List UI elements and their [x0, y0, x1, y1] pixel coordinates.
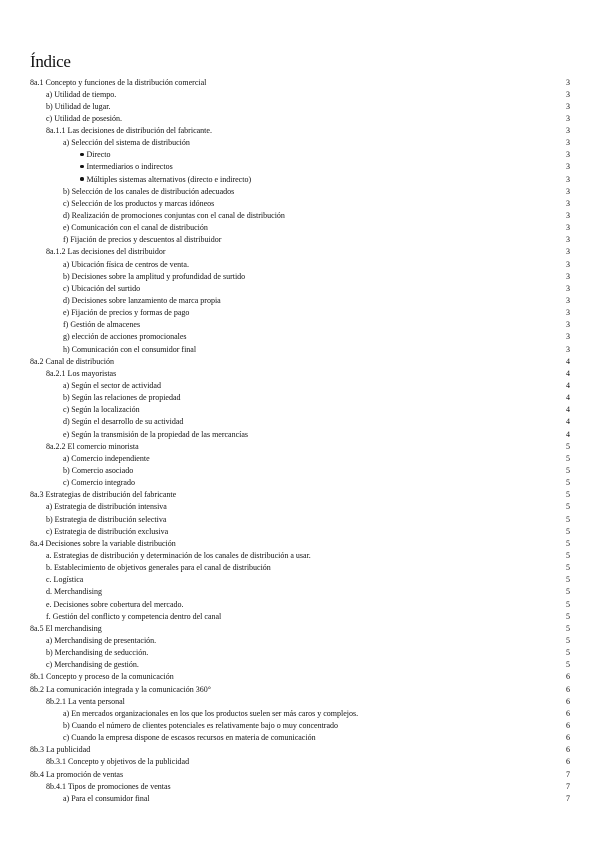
toc-entry-text: a) En mercados organizacionales en los que los productos suelen ser más caros y complejos. — [63, 708, 359, 718]
toc-entry-text: a) Merchandising de presentación. — [46, 635, 157, 645]
toc-entry-page: 5 — [566, 466, 570, 475]
toc-entry-title — [63, 465, 133, 477]
toc-entry-title — [46, 647, 148, 659]
toc-entry-text: c) Estrategia de distribución exclusiva — [46, 526, 169, 536]
toc-entry-page: 7 — [566, 781, 570, 791]
toc-entry-page: 3 — [566, 344, 570, 354]
toc-entry-title — [46, 696, 125, 708]
toc-entry[interactable] — [30, 380, 570, 392]
toc-entry-page: 5 — [566, 478, 570, 488]
toc-entry-text: a) Comercio independiente — [63, 453, 150, 463]
toc-entry-page: 5 — [566, 502, 570, 512]
toc-entry-page: 3 — [566, 77, 570, 87]
toc-entry-page: 6 — [566, 733, 570, 743]
toc-entry[interactable] — [30, 720, 570, 732]
toc-entry-text: e. Decisiones sobre cobertura del mercado. — [46, 599, 184, 609]
toc-entry-text: a) Estrategia de distribución intensiva — [46, 502, 167, 512]
toc-entry[interactable] — [30, 441, 570, 453]
toc-entry-page: 3 — [566, 296, 570, 306]
toc-entry-text: a) Ubicación física de centros de venta. — [63, 259, 189, 269]
toc-entry-page: 3 — [566, 138, 570, 148]
toc-entry-text: f) Fijación de precios y descuentos al distribuidor — [63, 235, 222, 245]
toc-entry-text: 8a.5 El merchandising — [30, 623, 102, 633]
toc-entry-title — [63, 404, 140, 416]
toc-entry-title — [30, 538, 176, 550]
toc-entry-page: 3 — [566, 126, 570, 136]
toc-entry-page: 5 — [566, 648, 570, 658]
toc-entry-text: b) Selección de los canales de distribución adecuados — [63, 186, 235, 196]
toc-entry-title — [30, 671, 174, 683]
toc-entry[interactable] — [30, 647, 570, 659]
toc-entry-title — [63, 708, 358, 720]
toc-entry-title — [30, 356, 114, 368]
toc-entry-text: a) Utilidad de tiempo. — [46, 89, 117, 99]
toc-entry[interactable] — [30, 514, 570, 526]
toc-entry[interactable] — [30, 429, 570, 441]
toc-entry-page: 3 — [566, 150, 570, 160]
toc-entry-title — [46, 562, 271, 574]
toc-entry-title — [63, 344, 196, 356]
toc-entry-text: d) Realización de promociones conjuntas con el canal de distribución — [63, 211, 285, 221]
toc-entry-title — [80, 174, 251, 186]
toc-entry-title — [46, 635, 156, 647]
toc-entry[interactable] — [30, 307, 570, 319]
toc-entry-page: 4 — [566, 405, 570, 415]
toc-entry-text: 8b.2.1 La venta personal — [46, 696, 125, 706]
toc-entry[interactable] — [30, 538, 570, 550]
toc-entry[interactable] — [30, 198, 570, 210]
toc-entry-page: 7 — [566, 793, 570, 803]
toc-entry-page: 6 — [566, 684, 570, 694]
toc-entry-page: 3 — [566, 247, 570, 257]
toc-entry-title — [46, 526, 168, 538]
toc-entry[interactable] — [30, 732, 570, 744]
toc-entry-text: b) Estrategia de distribución selectiva — [46, 514, 167, 524]
toc-entry[interactable] — [30, 404, 570, 416]
toc-entry-text: a. Estrategias de distribución y determinación de los canales de distribución a usar. — [46, 550, 311, 560]
toc-entry-title — [63, 319, 140, 331]
toc-entry-text: d. Merchandising — [46, 587, 102, 597]
toc-entry-text: Múltiples sistemas alternativos (directo e indirecto) — [86, 174, 252, 184]
toc-entry-text: c) Comercio integrado — [63, 478, 135, 488]
toc-entry-text: 8a.1.2 Las decisiones del distribuidor — [46, 247, 166, 257]
toc-entry[interactable] — [30, 234, 570, 246]
toc-entry[interactable] — [30, 101, 570, 113]
toc-entry-text: 8a.2 Canal de distribución — [30, 356, 114, 366]
toc-entry-title — [63, 198, 214, 210]
toc-entry-page: 3 — [566, 308, 570, 318]
toc-entry-page: 3 — [566, 89, 570, 99]
toc-entry[interactable] — [30, 562, 570, 574]
toc-entry-page: 3 — [566, 186, 570, 196]
toc-entry[interactable] — [30, 137, 570, 149]
toc-entry-title — [63, 307, 189, 319]
toc-entry-title — [63, 259, 189, 271]
toc-entry-page: 3 — [566, 320, 570, 330]
toc-entry-title — [46, 611, 221, 623]
toc-entry-page: 4 — [566, 381, 570, 391]
toc-entry-page: 3 — [566, 223, 570, 233]
toc-entry-title — [63, 283, 140, 295]
toc-entry[interactable] — [30, 611, 570, 623]
bullet-icon — [80, 153, 84, 157]
toc-entry[interactable] — [30, 671, 570, 683]
toc-entry[interactable] — [30, 416, 570, 428]
toc-entry-title — [63, 392, 181, 404]
toc-entry-page: 3 — [566, 259, 570, 269]
toc-entry[interactable] — [30, 574, 570, 586]
toc-entry[interactable] — [30, 756, 570, 768]
toc-entry[interactable] — [30, 246, 570, 258]
toc-entry[interactable] — [30, 271, 570, 283]
toc-entry[interactable] — [30, 113, 570, 125]
toc-entry-title — [46, 113, 122, 125]
toc-entry[interactable] — [30, 684, 570, 696]
toc-entry-text: 8b.3 La publicidad — [30, 745, 91, 755]
toc-entry[interactable] — [30, 550, 570, 562]
toc-entry-page: 6 — [566, 696, 570, 706]
toc-entry[interactable] — [30, 708, 570, 720]
toc-entry-title — [63, 137, 190, 149]
toc-entry-title — [46, 441, 139, 453]
toc-entry-page: 3 — [566, 101, 570, 111]
toc-entry-title — [30, 489, 176, 501]
toc-entry[interactable] — [30, 222, 570, 234]
toc-entry-title — [63, 331, 187, 343]
toc-entry[interactable] — [30, 586, 570, 598]
toc-entry-page: 5 — [566, 441, 570, 451]
toc-entry-text: b) Cuando el número de clientes potenciales es relativamente bajo o muy concentrado — [63, 720, 339, 730]
toc-entry-text: b) Según las relaciones de propiedad — [63, 393, 181, 403]
toc-entry-title — [63, 477, 135, 489]
toc-entry-text: 8b.2 La comunicación integrada y la comunicación 360° — [30, 684, 211, 694]
toc-entry-title — [63, 234, 221, 246]
toc-entry-title — [63, 295, 221, 307]
toc-entry[interactable] — [30, 769, 570, 781]
toc-entry-page: 6 — [566, 672, 570, 682]
toc-entry[interactable] — [30, 623, 570, 635]
toc-entry[interactable] — [30, 659, 570, 671]
toc-entry-title — [46, 514, 166, 526]
toc-entry-text: h) Comunicación con el consumidor final — [63, 344, 197, 354]
toc-entry-page: 3 — [566, 198, 570, 208]
toc-entry-page: 3 — [566, 332, 570, 342]
toc-entry-title — [63, 453, 150, 465]
toc-entry-page: 3 — [566, 211, 570, 221]
toc-entry[interactable] — [30, 635, 570, 647]
toc-entry[interactable] — [30, 392, 570, 404]
toc-entry[interactable] — [30, 259, 570, 271]
toc-entry-page: 5 — [566, 587, 570, 597]
toc-entry-page: 5 — [566, 538, 570, 548]
toc-entry-title — [46, 368, 116, 380]
toc-entry[interactable] — [30, 319, 570, 331]
toc-entry[interactable] — [30, 344, 570, 356]
toc-entry-page: 3 — [566, 162, 570, 172]
toc-entry-page: 3 — [566, 283, 570, 293]
toc-entry[interactable] — [30, 356, 570, 368]
toc-entry-text: 8a.3 Estrategias de distribución del fabricante — [30, 490, 177, 500]
toc-entry-title — [46, 599, 184, 611]
toc-entry-text: g) elección de acciones promocionales — [63, 332, 187, 342]
toc-entry-text: b) Merchandising de seducción. — [46, 648, 149, 658]
toc-entry[interactable] — [30, 599, 570, 611]
toc-entry-title — [80, 161, 173, 173]
toc-entry-title — [63, 429, 248, 441]
toc-entry-title — [46, 125, 212, 137]
toc-entry-text: e) Según la transmisión de la propiedad de las mercancías — [63, 429, 249, 439]
toc-entry-page: 5 — [566, 635, 570, 645]
toc-entry-title — [46, 89, 116, 101]
toc-entry[interactable] — [30, 781, 570, 793]
toc-entry-title — [63, 222, 208, 234]
toc-entry[interactable] — [30, 368, 570, 380]
toc-entry-page: 5 — [566, 526, 570, 536]
toc-entry-title — [46, 101, 110, 113]
toc-entry-title — [46, 550, 311, 562]
toc-entry-page: 5 — [566, 550, 570, 560]
toc-entry-text: c) Ubicación del surtido — [63, 283, 141, 293]
toc-entry[interactable] — [30, 89, 570, 101]
toc-entry-text: 8a.4 Decisiones sobre la variable distribución — [30, 538, 176, 548]
table-of-contents — [30, 77, 570, 805]
toc-entry-title — [46, 501, 167, 513]
toc-entry[interactable] — [30, 283, 570, 295]
toc-entry-title — [30, 684, 211, 696]
toc-entry[interactable] — [30, 465, 570, 477]
toc-entry-text: d) Según el desarrollo de su actividad — [63, 417, 184, 427]
toc-entry[interactable] — [30, 744, 570, 756]
toc-entry-title — [63, 793, 150, 805]
bullet-icon — [80, 165, 84, 169]
toc-entry-page: 4 — [566, 368, 570, 378]
toc-entry-text: Intermediarios o indirectos — [86, 162, 173, 172]
toc-entry-page: 4 — [566, 356, 570, 366]
toc-entry-page: 3 — [566, 174, 570, 184]
toc-entry-text: c. Logística — [46, 575, 84, 585]
toc-title: Índice — [30, 52, 71, 71]
toc-entry-text: 8a.1 Concepto y funciones de la distribución comercial — [30, 77, 207, 87]
toc-entry[interactable] — [30, 477, 570, 489]
toc-entry[interactable] — [30, 331, 570, 343]
toc-entry-text: a) Para el consumidor final — [63, 793, 150, 803]
toc-entry-text: a) Selección del sistema de distribución — [63, 138, 190, 148]
toc-entry-title — [63, 271, 245, 283]
toc-entry-page: 4 — [566, 393, 570, 403]
toc-entry-page: 5 — [566, 453, 570, 463]
toc-entry[interactable] — [30, 489, 570, 501]
toc-entry-page: 5 — [566, 660, 570, 670]
bullet-icon — [80, 177, 84, 181]
toc-entry-title — [63, 416, 183, 428]
toc-entry[interactable] — [30, 210, 570, 222]
toc-entry[interactable] — [30, 77, 570, 89]
toc-entry-title — [63, 380, 161, 392]
toc-entry-page: 5 — [566, 599, 570, 609]
toc-entry-text: 8a.1.1 Las decisiones de distribución del fabricante. — [46, 126, 212, 136]
toc-entry-text: c) Merchandising de gestión. — [46, 660, 139, 670]
toc-entry-text: c) Cuando la empresa dispone de escasos recursos en materia de comunicación — [63, 733, 316, 743]
toc-entry-page: 6 — [566, 720, 570, 730]
toc-entry-title — [63, 720, 338, 732]
toc-entry[interactable] — [30, 501, 570, 513]
toc-entry-page: 5 — [566, 623, 570, 633]
toc-entry[interactable] — [30, 161, 570, 173]
toc-entry-text: 8b.4.1 Tipos de promociones de ventas — [46, 781, 171, 791]
toc-entry-page: 7 — [566, 769, 570, 779]
toc-entry-title — [46, 246, 166, 258]
toc-entry-title — [63, 732, 316, 744]
toc-entry-text: f) Gestión de almacenes — [63, 320, 141, 330]
toc-entry-page: 3 — [566, 235, 570, 245]
toc-entry-page: 3 — [566, 271, 570, 281]
toc-entry-text: b) Decisiones sobre la amplitud y profundidad de surtido — [63, 271, 246, 281]
toc-entry-title — [30, 77, 206, 89]
toc-entry-text: 8a.2.1 Los mayoristas — [46, 368, 117, 378]
toc-entry-page: 5 — [566, 490, 570, 500]
toc-entry-text: d) Decisiones sobre lanzamiento de marca propia — [63, 296, 221, 306]
toc-entry[interactable] — [30, 174, 570, 186]
toc-entry-title — [46, 659, 139, 671]
toc-entry-text: c) Selección de los productos y marcas idóneos — [63, 198, 215, 208]
toc-entry-title — [46, 586, 102, 598]
toc-entry-text: c) Utilidad de posesión. — [46, 113, 122, 123]
toc-entry-text: c) Según la localización — [63, 405, 140, 415]
toc-entry-title — [46, 756, 189, 768]
toc-entry-page: 5 — [566, 575, 570, 585]
toc-entry-title — [30, 623, 102, 635]
toc-entry-page: 4 — [566, 429, 570, 439]
toc-entry-text: Directo — [86, 150, 111, 160]
toc-entry-title — [63, 210, 285, 222]
toc-entry-page: 6 — [566, 708, 570, 718]
toc-entry-title — [80, 149, 111, 161]
toc-entry[interactable] — [30, 453, 570, 465]
toc-entry[interactable] — [30, 793, 570, 805]
toc-entry-text: b. Establecimiento de objetivos generales para el canal de distribución — [46, 563, 271, 573]
toc-entry-text: 8b.4 La promoción de ventas — [30, 769, 124, 779]
toc-entry-text: a) Según el sector de actividad — [63, 381, 161, 391]
toc-entry-title — [30, 744, 90, 756]
toc-entry-text: b) Comercio asociado — [63, 466, 134, 475]
toc-entry-text: e) Comunicación con el canal de distribución — [63, 223, 208, 233]
toc-entry[interactable] — [30, 526, 570, 538]
toc-entry-title — [46, 781, 171, 793]
toc-entry-text: e) Fijación de precios y formas de pago — [63, 308, 190, 318]
toc-entry-page: 4 — [566, 417, 570, 427]
toc-entry-text: f. Gestión del conflicto y competencia dentro del canal — [46, 611, 222, 621]
toc-entry-page: 3 — [566, 113, 570, 123]
toc-entry-title — [30, 769, 123, 781]
toc-entry-page: 5 — [566, 563, 570, 573]
toc-entry-page: 5 — [566, 514, 570, 524]
toc-entry-text: 8b.3.1 Concepto y objetivos de la publicidad — [46, 757, 190, 767]
toc-entry-title — [46, 574, 83, 586]
toc-entry-title — [63, 186, 234, 198]
toc-entry[interactable] — [30, 696, 570, 708]
toc-entry-text: 8b.1 Concepto y proceso de la comunicación — [30, 672, 174, 682]
toc-entry-text: b) Utilidad de lugar. — [46, 101, 111, 111]
toc-entry-page: 6 — [566, 745, 570, 755]
toc-entry-page: 6 — [566, 757, 570, 767]
toc-entry[interactable] — [30, 295, 570, 307]
toc-entry[interactable] — [30, 186, 570, 198]
toc-entry[interactable] — [30, 125, 570, 137]
toc-entry[interactable] — [30, 149, 570, 161]
toc-entry-page: 5 — [566, 611, 570, 621]
toc-entry-text: 8a.2.2 El comercio minorista — [46, 441, 139, 451]
